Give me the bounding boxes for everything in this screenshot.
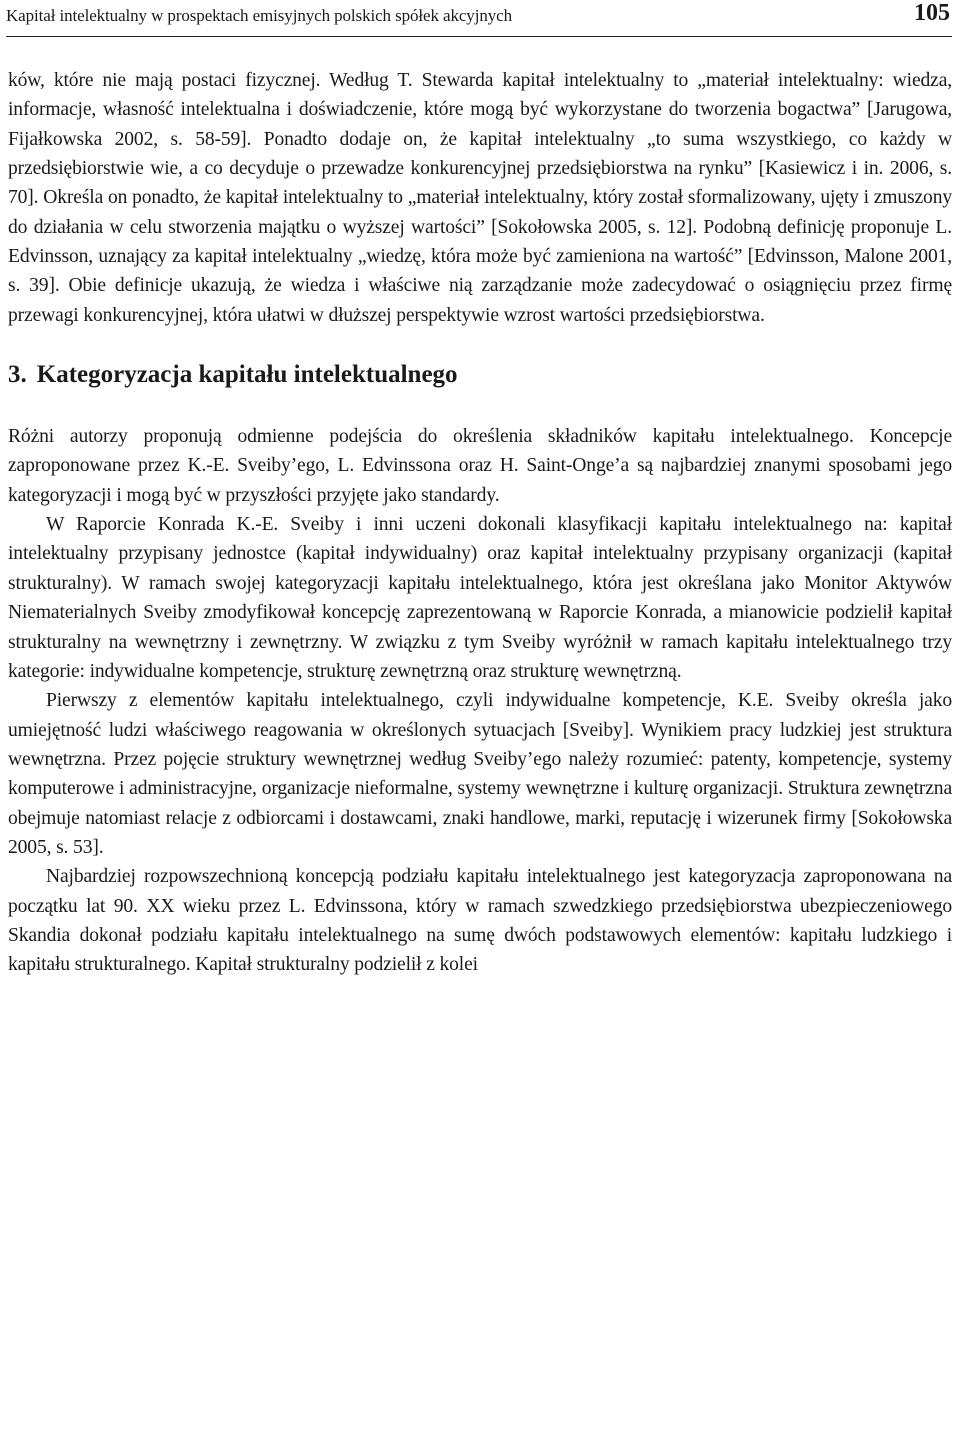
paragraph: Najbardziej rozpowszechnioną koncepcją podziału kapitału intelektualnego jest kategoryzacja zaproponowana na początku lat 90. XX wieku przez L. Edvinssona, który w ramach szwedzkiego przedsiębiorstwa ubezpieczeniowego Skandia dokonał podziału kapitału intelektualnego na sumę dwóch podstawowych elementów: kapitału ludzkiego i kapitału strukturalnego. Kapitał strukturalny podzielił z kolei <box>8 866 952 976</box>
running-header <box>6 0 952 37</box>
paragraph: W Raporcie Konrada K.-E. Sveiby i inni uczeni dokonali klasyfikacji kapitału intelektualnego na: kapitał intelektualny przypisany jednostce (kapitał indywidualny) oraz kapitał intelektualny przypisany organizacji (kapitał strukturalny). W ramach swojej kategoryzacji kapitału intelektualnego, która jest określana jako Monitor Aktywów Niematerialnych Sveiby zmodyfikował koncepcję zaprezentowaną w Raporcie Konrada, a mianowicie podzielił kapitał strukturalny na wewnętrzny i zewnętrzny. W związku z tym Sveiby wyróżnił w ramach kapitału intelektualnego trzy kategorie: indywidualne kompetencje, strukturę zewnętrzną oraz strukturę wewnętrzną. <box>8 514 952 682</box>
paragraph-continued: ków, które nie mają postaci fizycznej. Według T. Stewarda kapitał intelektualny to „materiał intelektualny: wiedza, informacje, własność intelektualna i doświadczenie, które mogą być wykorzystane do tworzenia bogactwa” [Jarugowa, Fijałkowska 2002, s. 58-59]. Ponadto dodaje on, że kapitał intelektualny „to suma wszystkiego, co każdy w przedsiębiorstwie wie, a co decyduje o przewadze konkurencyjnej przedsiębiorstwa na rynku” [Kasiewicz i in. 2006, s. 70]. Określa on ponadto, że kapitał intelektualny to „materiał intelektualny, który został sformalizowany, ujęty i zmuszony do działania w celu stworzenia majątku o wyższej wartości” [Sokołowska 2005, s. 12]. Podobną definicję proponuje L. Edvinsson, uznający za kapitał intelektualny „wiedzę, która może być zamieniona na wartość” [Edvinsson, Malone 2001, s. 39]. Obie definicje ukazują, że wiedza i właściwe nią zarządzanie może zadecydować o osiągnięciu przez firmę przewagi konkurencyjnej, która ułatwi w dłuższej perspektywie wzrost wartości przedsiębiorstwa. <box>8 70 952 326</box>
paragraph: Różni autorzy proponują odmienne podejścia do określenia składników kapitału intelektualnego. Koncepcje zaproponowane przez K.-E. Sveiby’ego, L. Edvinssona oraz H. Saint-Onge’a są najbardziej znanymi sposobami jego kategoryzacji i mogą być w przyszłości przyjęte jako standardy. <box>8 426 952 506</box>
page-number: 105 <box>914 0 950 26</box>
section-heading <box>8 360 952 390</box>
body-text <box>8 66 952 980</box>
paragraph: Pierwszy z elementów kapitału intelektualnego, czyli indywidualne kompetencje, K.E. Sveiby określa jako umiejętność ludzi właściwego reagowania w określonych sytuacjach [Sveiby]. Wynikiem pracy ludzkiej jest struktura wewnętrzna. Przez pojęcie struktury wewnętrznej według Sveiby’ego należy rozumieć: patenty, kompetencje, systemy komputerowe i administracyjne, organizacje nieformalne, systemy wewnętrzne i kulturę organizacji. Struktura zewnętrzna obejmuje natomiast relacje z odbiorcami i dostawcami, znaki handlowe, marki, reputację i wizerunek firmy [Sokołowska 2005, s. 53]. <box>8 690 952 858</box>
running-title: Kapitał intelektualny w prospektach emisyjnych polskich spółek akcyjnych <box>6 6 512 25</box>
section-number: 3. <box>8 361 27 389</box>
section-title: Kategoryzacja kapitału intelektualnego <box>36 361 458 389</box>
